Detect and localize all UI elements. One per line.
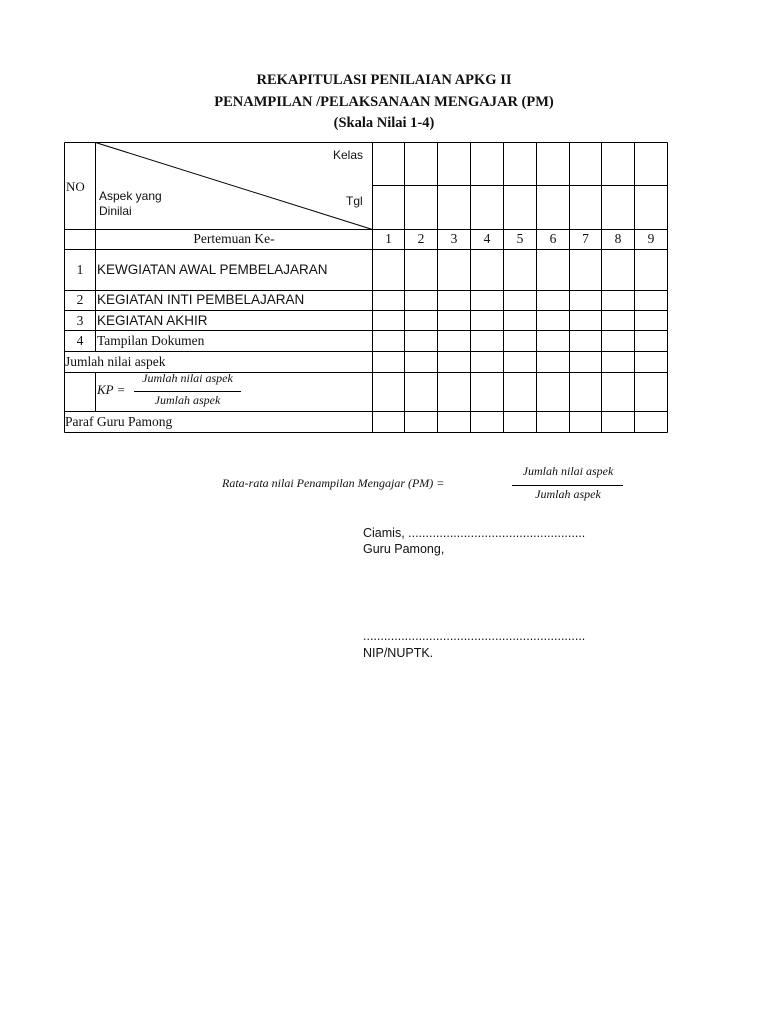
no-column-header: NO (66, 179, 85, 194)
signature-role: Guru Pamong, (363, 542, 445, 556)
aspek-header-line-1: Aspek yang (99, 189, 162, 203)
meeting-number: 1 (385, 231, 392, 246)
average-formula-numerator: Jumlah nilai aspek (522, 464, 614, 478)
pertemuan-label: Pertemuan Ke- (193, 231, 275, 246)
row-number: 1 (76, 262, 84, 277)
kp-formula-numerator: Jumlah nilai aspek (142, 371, 233, 385)
average-formula-denominator: Jumlah aspek (535, 487, 601, 501)
kelas-header: Kelas (333, 148, 364, 162)
meeting-number: 4 (483, 231, 491, 246)
signature-nip: NIP/NUPTK. (363, 646, 434, 660)
meeting-number: 8 (614, 231, 622, 246)
document-title-line-1: REKAPITULASI PENILAIAN APKG II (256, 72, 512, 88)
row-number: 4 (76, 333, 84, 348)
signature-line: ................................................................ (363, 629, 586, 643)
meeting-number: 6 (549, 231, 557, 246)
meeting-number: 9 (647, 231, 655, 246)
aspect-label: KEWGIATAN AWAL PEMBELAJARAN (97, 262, 328, 277)
signature-place-date: Ciamis, ................................................... (363, 526, 586, 540)
paraf-guru-pamong-label: Paraf Guru Pamong (65, 414, 173, 429)
document-title-line-3: (Skala Nilai 1-4) (333, 115, 435, 131)
meeting-number: 2 (417, 231, 425, 246)
meeting-number: 3 (450, 231, 458, 246)
tgl-header: Tgl (346, 194, 363, 208)
row-number: 2 (76, 292, 84, 307)
aspek-header-line-2: Dinilai (99, 204, 132, 218)
average-formula-label: Rata-rata nilai Penampilan Mengajar (PM) = (222, 476, 445, 490)
kp-formula-denominator: Jumlah aspek (154, 393, 221, 407)
aspect-label: KEGIATAN INTI PEMBELAJARAN (97, 292, 305, 307)
row-number: 3 (76, 313, 84, 328)
aspect-label: KEGIATAN AKHIR (97, 313, 208, 328)
kp-formula-lhs: KP = (97, 382, 126, 397)
jumlah-nilai-label: Jumlah nilai aspek (65, 354, 166, 369)
document-title-line-2: PENAMPILAN /PELAKSANAAN MENGAJAR (PM) (214, 94, 554, 110)
aspect-label: Tampilan Dokumen (97, 333, 205, 348)
meeting-number: 7 (582, 231, 589, 246)
meeting-number: 5 (516, 231, 524, 246)
